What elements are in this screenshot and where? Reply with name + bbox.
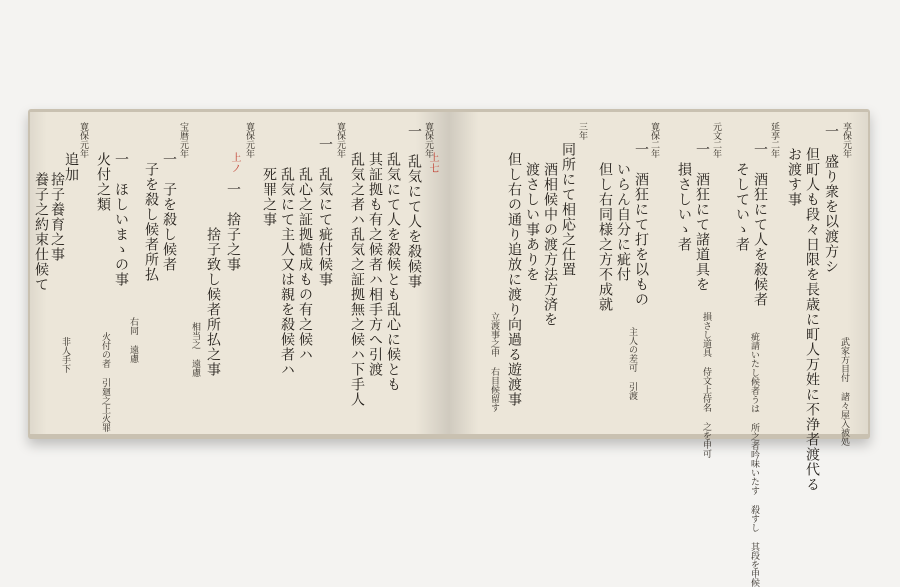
column-heading: 一 酒狂にて人を殺候者 (752, 142, 768, 307)
seal-note: 疵請いたし候者うは 所之者吟味いたす 殺すし 其段を申候 (749, 332, 759, 587)
column-heading: 一 盛り衆を以渡方シ (823, 124, 839, 274)
column-heading: 一 子を殺し候者 (161, 152, 177, 272)
column-note: 享保元年 (841, 122, 851, 158)
column-heading: 追加 (63, 152, 79, 182)
left-page (30, 112, 450, 434)
column-note: 寛保元年 (78, 122, 88, 158)
column-heading: 一 ほしいまゝの事 (113, 152, 129, 287)
column-note: 寛保元年 (423, 122, 433, 158)
column-text: 但し右の通り追放に渡り向過る遊渡事 (506, 152, 522, 407)
seal-note: 武家方目付 諸々屋入被処 (839, 337, 849, 446)
column-heading: 一 捨子之事 (225, 182, 241, 272)
column-text: 損さしいゝ者 (676, 162, 692, 252)
seal-note: 主人の差可 引渡 (627, 327, 637, 400)
right-page (449, 112, 868, 587)
column-text: 乱気にて主人又は親を殺候者ハ (279, 167, 295, 377)
column-text: 火付之類 (95, 152, 111, 212)
column-note: 寛保二年 (649, 122, 659, 158)
column-text: お渡す事 (786, 147, 802, 207)
column-text: 乱気之者ハ乱気之証拠無之候ハ下手人 (349, 152, 365, 407)
column-heading: 同所にて相応之仕置 (560, 142, 576, 277)
column-text: 其証拠も有之候者ハ相手方へ引渡 (367, 152, 383, 377)
column-text: そしていゝ者 (734, 162, 750, 252)
column-text: 子を殺し候者所払 (143, 162, 159, 282)
open-manuscript-book (30, 112, 868, 587)
seal-note: 右同 遠慮 (128, 317, 138, 363)
column-text: 酒相候中の渡方法方済を (542, 162, 558, 327)
column-text: 但し右同様之方不成就 (597, 162, 613, 312)
seal-note: 立渡事之申 右目候留す (489, 312, 499, 412)
column-note: 宝暦元年 (178, 122, 188, 158)
seal-note: 相当之 遠慮 (190, 322, 200, 377)
column-text: 渡さしい事ありを (524, 162, 540, 282)
column-text: 養子之約束仕候て (33, 172, 49, 292)
column-heading: 一 酒狂にて打を以もの (633, 142, 649, 307)
red-annotation: 上七 (427, 152, 438, 174)
red-annotation: 上ノ (229, 152, 240, 174)
column-note: 延享二年 (769, 122, 779, 158)
column-note: 三年 (577, 122, 587, 140)
column-note: 元文二年 (711, 122, 721, 158)
column-note: 寛保元年 (335, 122, 345, 158)
column-text: 死罪之事 (261, 167, 277, 227)
column-note: 寛保元年 (244, 122, 254, 158)
seal-note: 損さし道具 侍文上侍名 之を申可 (701, 312, 711, 458)
seal-note: 火付の者 引廻之上火罪 (100, 332, 110, 432)
column-text: 但町人も段々日限を長歳に町人万姓に不浄者渡代る (804, 147, 820, 492)
column-text: 乱心之証拠慥成もの有之候ハ (297, 167, 313, 362)
column-text: 捨子致し候者所払之事 (205, 227, 221, 377)
column-text: いらん自分に疵付 (615, 162, 631, 282)
column-heading: 一 酒狂にて諸道具を (694, 142, 710, 292)
seal-note: 非人手下 (60, 337, 70, 373)
column-text: 捨子養育之事 (49, 172, 65, 262)
column-text: 乱気にて人を殺候とも乱心に候とも (385, 152, 401, 392)
column-heading: 一 乱気にて疵付候事 (317, 137, 333, 287)
column-heading: 一 乱気にて人を殺候事 (406, 124, 422, 289)
